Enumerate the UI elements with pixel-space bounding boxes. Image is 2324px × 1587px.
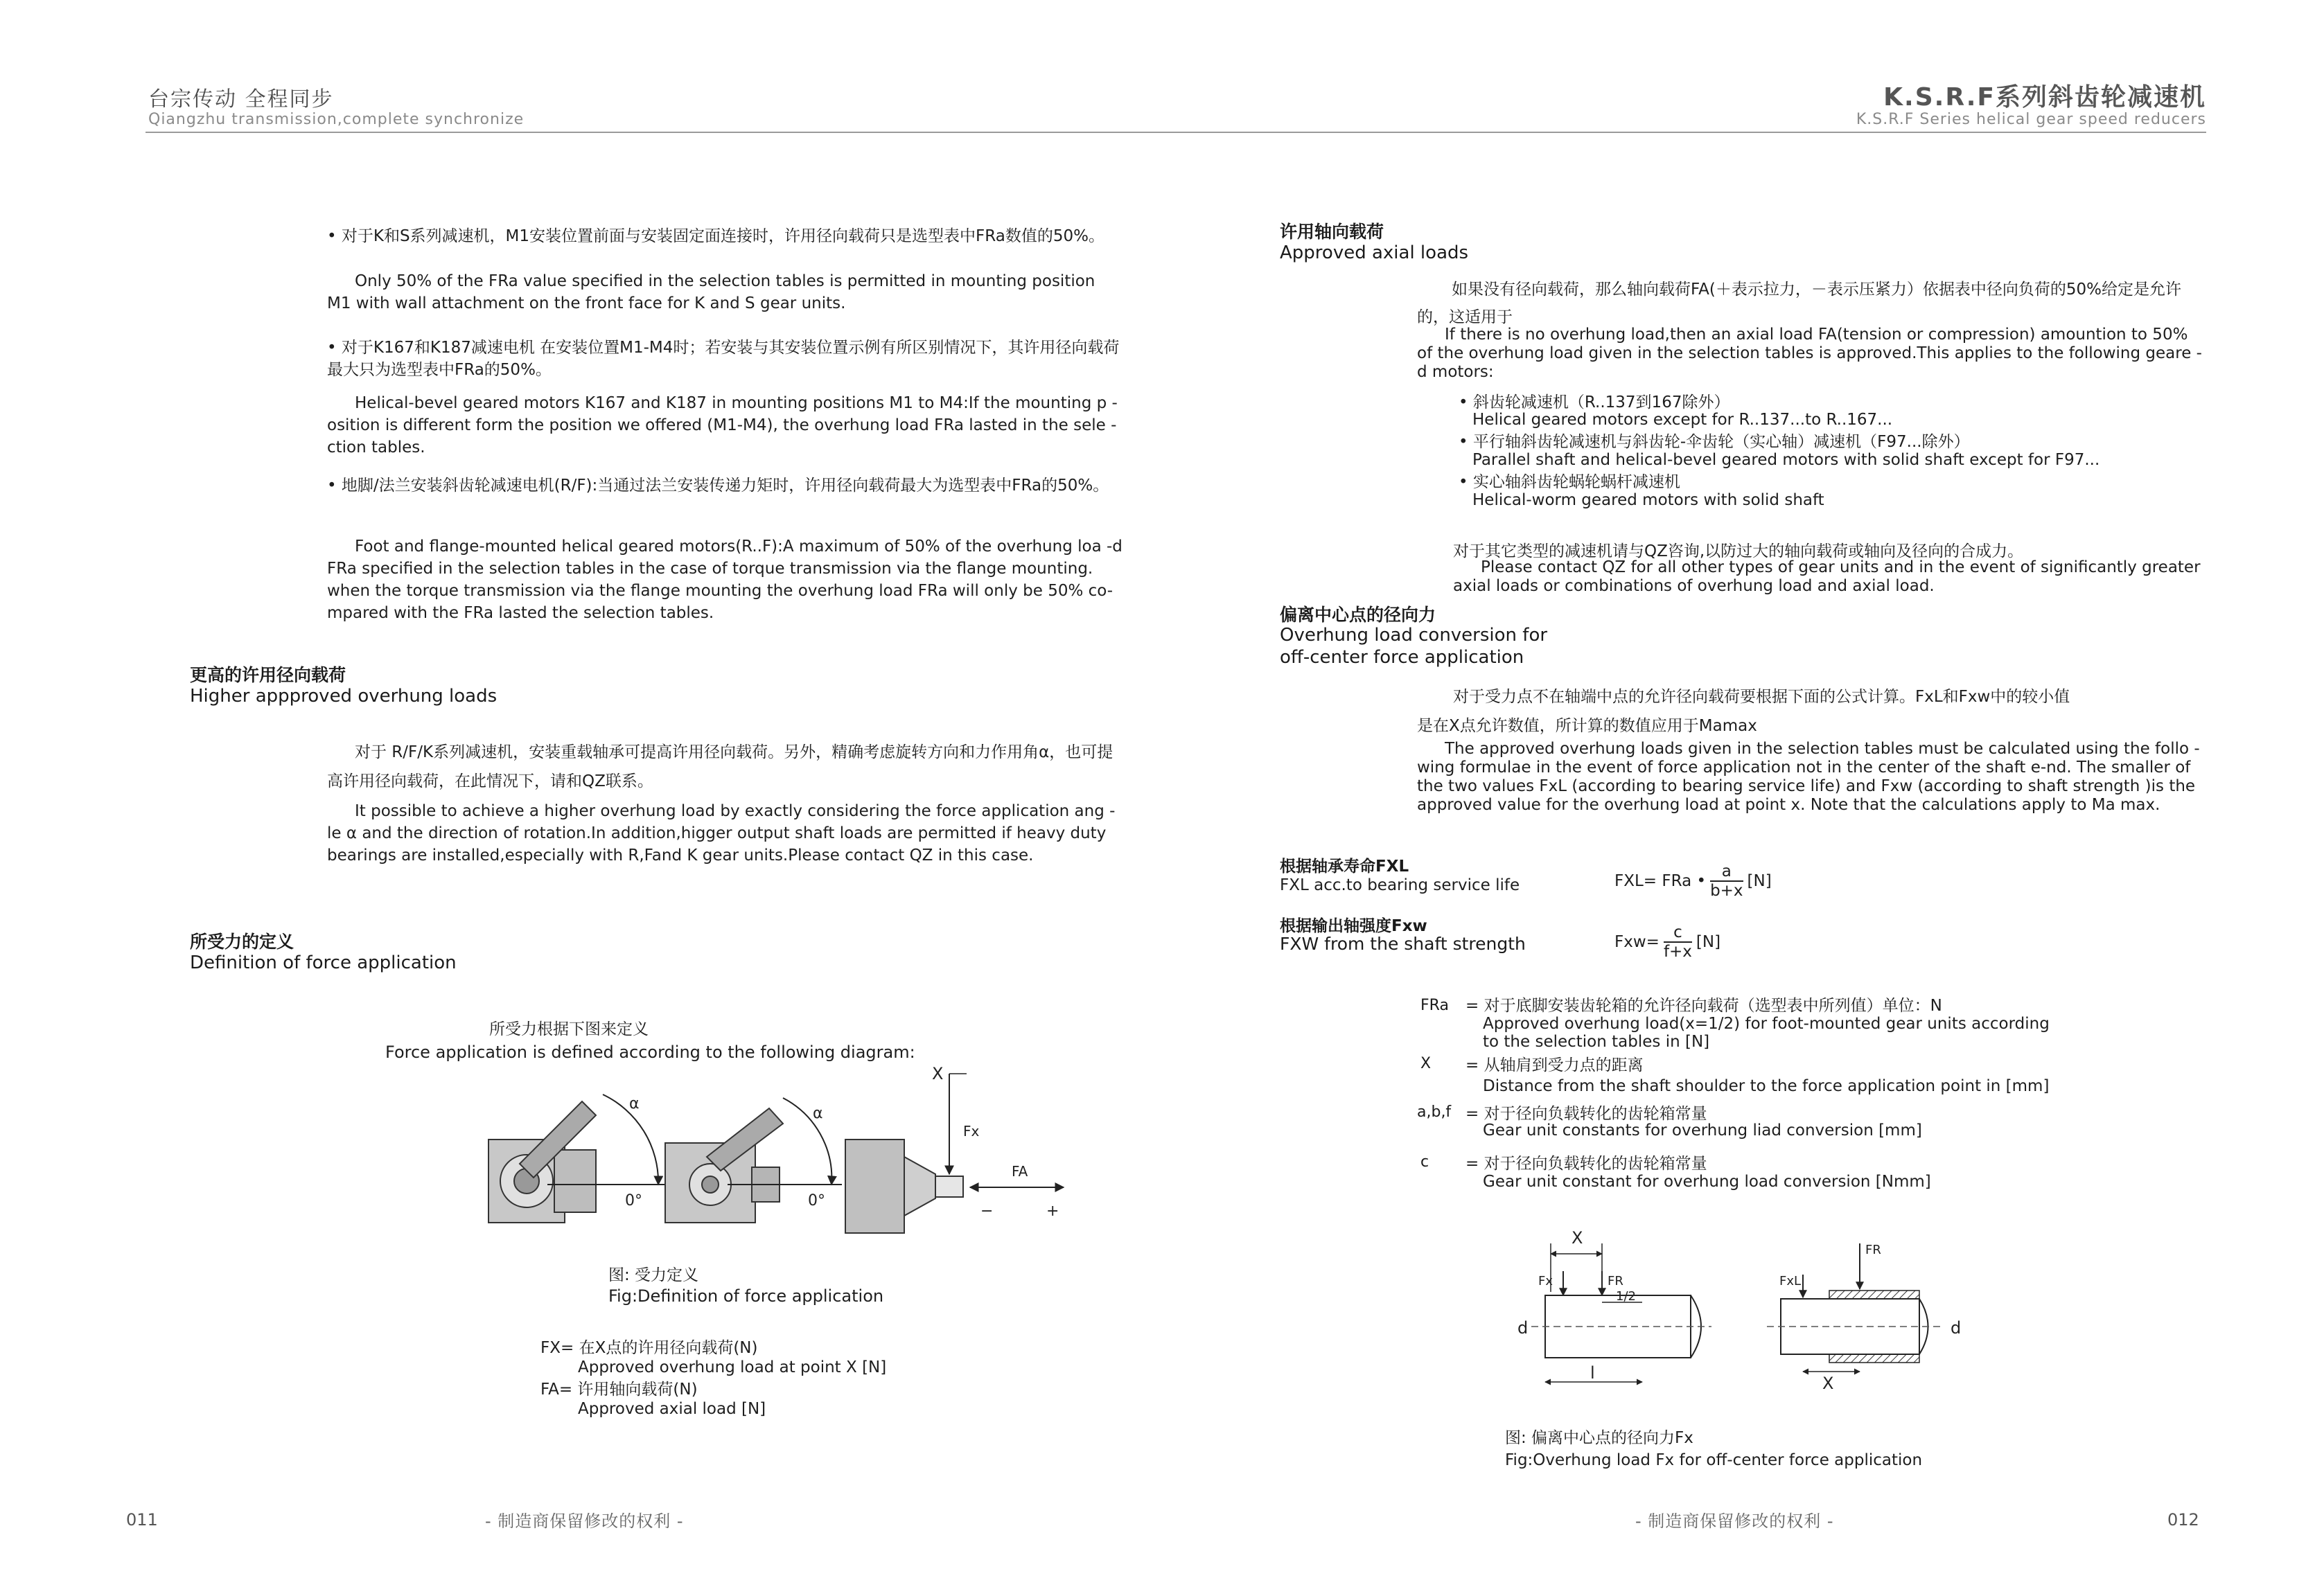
def-3-cn: = 对于径向负载转化的齿轮箱常量 [1465,1105,1707,1123]
fig2-half-label: 1/2 [1616,1289,1636,1304]
higher-loads-text-en: It possible to achieve a higher overhung load by exactly considering the force application ang -le α and the direction of rotation.In addition,higger output shaft loads are permitted if heavy duty bearings are installed,especially with R,Fand K gear units.Please contact QZ in this case. [327,802,1116,865]
diagram-intro-en: Force application is defined according to the following diagram: [385,1043,915,1062]
bullet-3-cn: • 地脚/法兰安装斜齿轮减速电机(R/F):当通过法兰安装传递力矩时，许用径向载荷最大为选型表中FRa的50%。 [327,477,1109,495]
formula-1-fraction [1710,862,1743,900]
bullet-2-cn: • 对于K167和K187减速电机 在安装位置M1-M4时；若安装与其安装位置示例有所区别情况下，其许用径向载荷最大只为选型表中FRa的50%。 [327,339,1120,379]
heading-higher-loads-en: Higher appproved overhung loads [190,686,498,707]
list-item-2-cn: • 平行轴斜齿轮减速机与斜齿轮-伞齿轮（实心轴）减速机（F97...除外） [1459,433,1970,451]
heading-axial-loads-cn: 许用轴向载荷 [1280,222,1384,242]
fig2-fr-label: FR [1608,1274,1623,1288]
gearbox-s-icon [665,1108,783,1223]
heading-offcenter-en-1: Overhung load conversion for [1280,625,1548,646]
def-4-cn: = 对于径向负载转化的齿轮箱常量 [1465,1155,1707,1173]
overhung-load-figure [1504,1216,1975,1403]
fig2-l-label: l [1590,1363,1595,1383]
figure-caption-en: Fig:Definition of force application [608,1286,884,1306]
fig2-x-label-top: X [1572,1228,1583,1248]
bullet-1-en: Only 50% of the FRa value specified in the selection tables is permitted in mounting position M1 with wall attachment on the front face for K and S gear units. [327,272,1095,312]
def-2-symbol: X [1420,1055,1432,1072]
formula-1-denominator: b+x [1710,882,1743,900]
def-1-symbol: FRa [1420,997,1449,1014]
def-3-en: Gear unit constants for overhung liad conversion [mm] [1483,1121,1922,1140]
formula-2-numerator: c [1664,923,1692,943]
fig2-caption-cn: 图: 偏离中心点的径向力Fx [1505,1429,1693,1447]
list-item-2-en: Parallel shaft and helical-bevel geared motors with solid shaft except for F97... [1472,451,2100,469]
diagram-intro-cn: 所受力根据下图来定义 [489,1020,649,1038]
heading-force-definition-cn: 所受力的定义 [190,932,294,952]
offcenter-text-en: The approved overhung loads given in the selection tables must be calculated using the follo -wing formulae in the event of force application not in the center of the shaft e-nd. The smaller of the two values FxL (according to bearing service life) and Fxw (according to shaft strength )is the approved value for the overhung load at point x. Note that the calculations apply to Ma max. [1417,740,2200,814]
fig2-fr-label-2: FR [1865,1243,1881,1257]
fx-definition-en: Approved overhung load at point X [N] [578,1358,887,1376]
formula-1-title-cn: 根据轴承寿命FXL [1280,858,1409,876]
fig2-d-label-left: d [1517,1318,1529,1338]
list-item-1-en: Helical geared motors except for R..137...to R..167... [1472,411,1893,429]
formula-2-title-cn: 根据输出轴强度Fxw [1280,917,1427,935]
fig2-fxl-label: FxL [1779,1274,1802,1288]
formula-2-lhs: Fxw= [1614,933,1660,951]
formula-1 [1614,862,1772,900]
force-application-figure [478,1060,1088,1247]
contact-text-cn: 对于其它类型的减速机请与QZ咨询,以防过大的轴向载荷或轴向及径向的合成力。 [1453,542,2024,560]
formula-1-numerator: a [1710,862,1743,882]
bullet-3-en: Foot and flange-mounted helical geared motors(R..F):A maximum of 50% of the overhung loa -d FRa specified in the selection tables in the case of torque transmission via the flange mounting. when the torque transmission via the flange mounting the overhung load FRa will only be 50% co- mpared with the FRa lasted the selection tables. [327,538,1123,622]
formula-1-lhs: FXL= FRa • [1614,872,1707,890]
page-number-left: 011 [126,1510,158,1530]
def-1-en-2: to the selection tables in [N] [1483,1033,1710,1051]
formula-1-title-en: FXL acc.to bearing service life [1280,876,1520,894]
minus-label: − [980,1203,994,1220]
def-3-symbol: a,b,f [1417,1103,1452,1121]
page-number-right: 012 [2167,1510,2199,1530]
offcenter-text-cn-2: 是在X点允许数值，所计算的数值应用于Mamax [1417,717,1757,735]
formula-2-title-en: FXW from the shaft strength [1280,934,1526,954]
axial-text-cn: 如果没有径向载荷，那么轴向载荷FA(＋表示拉力，－表示压紧力）依据表中径向负荷的50%给定是允许的，这适用于 [1417,281,2181,326]
header-brand-en: Qiangzhu transmission,complete synchronize [148,111,525,128]
def-1-en-1: Approved overhung load(x=1/2) for foot-mounted gear units according [1483,1015,2050,1033]
bullet-2-en: Helical-bevel geared motors K167 and K187 in mounting positions M1 to M4:If the mounting p -osition is different form the position we offered (M1-M4), the overhung load FRa lasted in the sele -ction tables. [327,394,1118,456]
fx-label: Fx [963,1123,980,1140]
figure-caption-cn: 图: 受力定义 [608,1266,699,1284]
gearbox-k-icon [488,1101,596,1223]
contact-text-en: Please contact QZ for all other types of gear units and in the event of significantly greater axial loads or combinations of overhung load and axial load. [1453,558,2201,595]
fa-label: FA [1012,1163,1028,1180]
plus-label: + [1046,1203,1059,1220]
def-4-symbol: c [1420,1153,1429,1171]
fig2-x-label-bottom: X [1822,1374,1834,1393]
header-title-en: K.S.R.F Series helical gear speed reducers [1856,111,2206,128]
formula-1-unit: [N] [1747,872,1772,890]
higher-loads-text-cn: 对于 R/F/K系列减速机，安装重载轴承可提高许用径向载荷。另外，精确考虑旋转方向和力作用角α，也可提高许用径向载荷，在此情况下，请和QZ联系。 [327,743,1113,790]
footer-note-left: - 制造商保留修改的权利 - [485,1511,684,1531]
shaft-center-load-icon [1531,1295,1711,1358]
list-item-1-cn: • 斜齿轮减速机（R..137到167除外） [1459,393,1730,411]
fa-definition-en: Approved axial load [N] [578,1400,766,1418]
header-divider [146,132,2206,133]
heading-axial-loads-en: Approved axial loads [1280,242,1469,263]
heading-force-definition-en: Definition of force application [190,952,457,973]
list-item-3-cn: • 实心轴斜齿轮蜗轮蜗杆减速机 [1459,473,1680,491]
heading-offcenter-en-2: off-center force application [1280,647,1524,668]
alpha-label-2: α [813,1105,823,1122]
header-brand-cn: 台宗传动 全程同步 [148,87,334,112]
formula-2 [1614,923,1720,961]
fx-definition-cn: FX= 在X点的许用径向载荷(N) [540,1339,758,1357]
zero-label-1: 0° [625,1192,642,1209]
def-1-cn: = 对于底脚安装齿轮箱的允许径向载荷（选型表中所列值）单位：N [1465,997,1942,1015]
axial-text-en: If there is no overhung load,then an axial load FA(tension or compression) amountion to 50% of the overhung load given in the selection tables is approved.This applies to the following geare -d motors: [1417,326,2202,381]
fig2-caption-en: Fig:Overhung load Fx for off-center force application [1505,1451,1923,1469]
formula-2-fraction [1664,923,1692,961]
fig2-d-label-right: d [1951,1318,1962,1338]
offcenter-text-cn-1: 对于受力点不在轴端中点的允许径向载荷要根据下面的公式计算。FxL和Fxw中的较小值 [1453,688,2070,706]
shaft-offset-load-icon [1767,1291,1940,1363]
fig2-fx-label: Fx [1538,1274,1553,1288]
formula-2-denominator: f+x [1663,943,1692,961]
heading-higher-loads-cn: 更高的许用径向载荷 [190,665,346,685]
bullet-1-cn: • 对于K和S系列减速机，M1安装位置前面与安装固定面连接时，许用径向载荷只是选型表中FRa数值的50%。 [327,227,1104,245]
def-2-cn: = 从轴肩到受力点的距离 [1465,1056,1644,1074]
shaft-side-view-icon [845,1140,963,1233]
def-4-en: Gear unit constant for overhung load conversion [Nmm] [1483,1173,1931,1191]
footer-note-right: - 制造商保留修改的权利 - [1635,1511,1834,1531]
x-label: X [932,1064,944,1083]
def-2-en: Distance from the shaft shoulder to the force application point in [mm] [1483,1077,2050,1095]
alpha-label-1: α [629,1095,640,1112]
zero-label-2: 0° [808,1192,825,1209]
list-item-3-en: Helical-worm geared motors with solid shaft [1472,491,1824,509]
header-title-cn: K.S.R.F系列斜齿轮减速机 [1883,83,2206,112]
heading-offcenter-cn: 偏离中心点的径向力 [1280,605,1436,625]
fa-definition-cn: FA= 许用轴向载荷(N) [540,1381,698,1399]
formula-2-unit: [N] [1696,933,1721,951]
